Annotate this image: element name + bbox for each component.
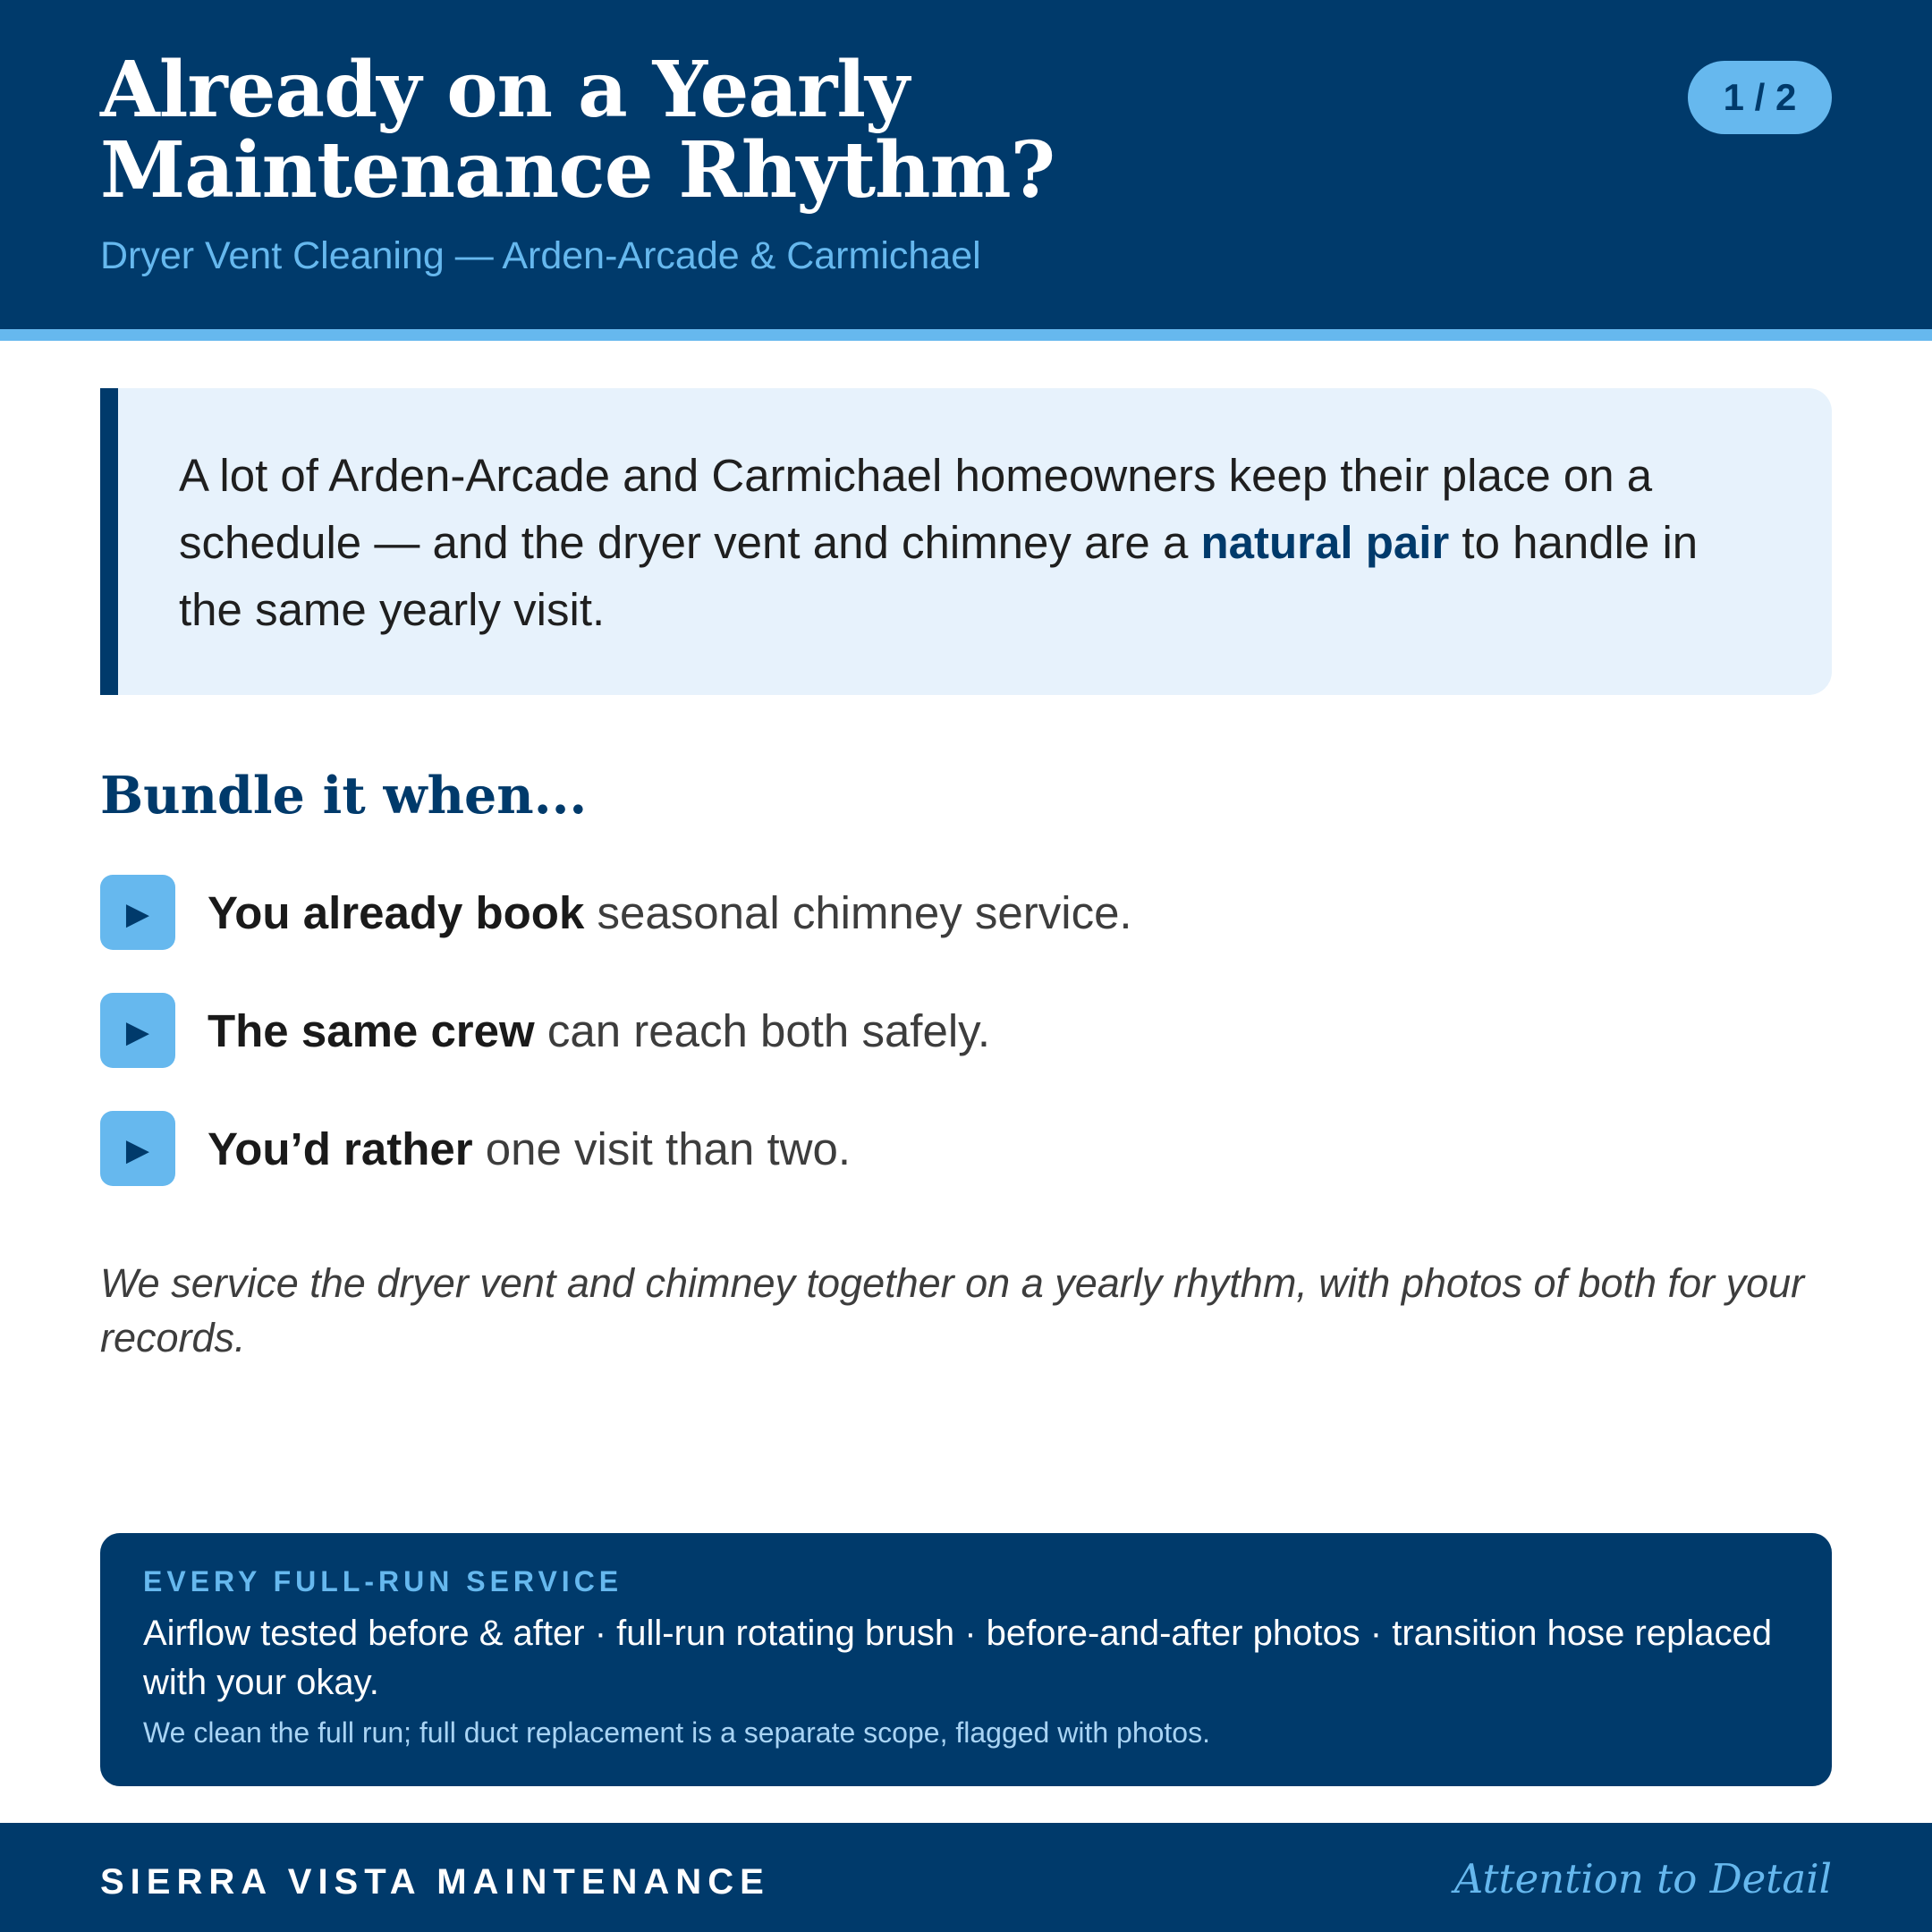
service-info-panel [100, 1533, 1832, 1786]
header-divider [0, 329, 1932, 341]
list-item [100, 1111, 1800, 1186]
intro-callout [100, 388, 1832, 695]
play-arrow-icon: ▶ [100, 875, 175, 950]
page-indicator-badge: 1 / 2 [1688, 61, 1832, 134]
list-item-bold: You’d rather [208, 1123, 473, 1174]
header [0, 0, 1932, 329]
list-item-text [208, 886, 1132, 939]
play-arrow-icon: ▶ [100, 993, 175, 1068]
list-item-text [208, 1123, 851, 1175]
service-fine-print: We clean the full run; full duct replacement is a separate scope, flagged with photos. [143, 1716, 1210, 1749]
tagline: Attention to Detail [1453, 1855, 1832, 1902]
brand-name: SIERRA VISTA MAINTENANCE [100, 1862, 770, 1902]
intro-text-start: A lot of Arden-Arcade and Carmichael homeowners keep their place on a schedule — and the dryer vent and chimney are a [179, 450, 1653, 568]
list-item-bold: You already book [208, 886, 585, 938]
footer [0, 1823, 1932, 1932]
service-note: We service the dryer vent and chimney together on a yearly rhythm, with photos of both for your records. [100, 1260, 1805, 1360]
list-item [100, 875, 1800, 950]
list-item-rest: can reach both safely. [534, 1004, 991, 1056]
bundle-heading: Bundle it when... [100, 766, 588, 826]
intro-text-end: to handle in the same yearly visit. [179, 517, 1699, 635]
service-description: Airflow tested before & after · full-run rotating brush · before-and-after photos · transition hose replaced with your okay. [143, 1614, 1772, 1702]
title-line-1: Already on a Yearly [100, 45, 909, 135]
bundle-list [100, 875, 1800, 1229]
subtitle: Dryer Vent Cleaning — Arden-Arcade & Carmichael [100, 234, 981, 277]
page-title [100, 45, 1442, 216]
title-line-2: Maintenance Rhythm? [100, 125, 1055, 216]
list-item [100, 993, 1800, 1068]
list-item-text [208, 1004, 990, 1057]
list-item-bold: The same crew [208, 1004, 535, 1056]
play-arrow-icon: ▶ [100, 1111, 175, 1186]
service-label: EVERY FULL-RUN SERVICE [143, 1565, 623, 1597]
intro-highlight: natural pair [1200, 517, 1450, 568]
list-item-rest: one visit than two. [472, 1123, 851, 1174]
list-item-rest: seasonal chimney service. [584, 886, 1132, 938]
